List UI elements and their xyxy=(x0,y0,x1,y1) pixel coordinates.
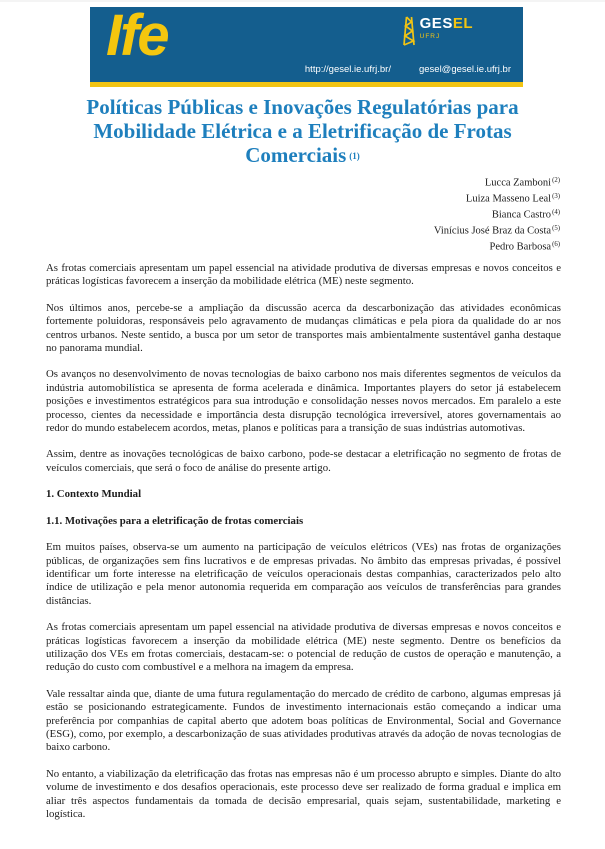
author-row xyxy=(0,190,560,206)
author-name: Vinícius José Braz da Costa xyxy=(433,225,552,237)
title-line: Comerciais (1) xyxy=(245,143,360,167)
title-footnote-marker: (1) xyxy=(349,151,360,161)
article-body xyxy=(46,262,561,821)
header-banner xyxy=(90,3,523,87)
title-line: Mobilidade Elétrica e a Eletrificação de Frotas xyxy=(93,119,512,143)
gesel-name: GESEL xyxy=(419,15,473,32)
author-footnote-marker: (5) xyxy=(552,225,560,232)
author-name: Luiza Masseno Leal xyxy=(465,193,552,205)
author-footnote-marker: (3) xyxy=(552,193,560,200)
content-block: As frotas comerciais apresentam um papel essencial na atividade produtiva de diversas empresas e novos conceitos e práticas logísticas favorecem a inserção da mobilidade elétrica (ME) neste segmento. Dentre os benefícios da utilização dos VEs em frotas comerciais, destacam-se: o potencial de redução de custos de operação e manutenção, a redução do custo com combustível e a melhora na imagem da empresa. xyxy=(46,621,561,674)
header-links xyxy=(305,64,511,75)
authors-list xyxy=(0,174,560,254)
author-row xyxy=(0,238,560,254)
content-block: As frotas comerciais apresentam um papel essencial na atividade produtiva de diversas empresas e novos conceitos e práticas logísticas favorecem a inserção da mobilidade elétrica (ME) neste segmento. xyxy=(46,262,561,288)
content-block: Assim, dentre as inovações tecnológicas de baixo carbono, pode-se destacar a eletrificação no segmento de frotas de veículos comerciais, que será o foco de análise do presente artigo. xyxy=(46,448,561,474)
website-link[interactable]: http://gesel.ie.ufrj.br/ xyxy=(304,64,391,75)
author-footnote-marker: (6) xyxy=(552,241,560,248)
transmission-tower-icon xyxy=(402,16,416,51)
author-row xyxy=(0,206,560,222)
title-line: Políticas Públicas e Inovações Regulatórias para xyxy=(86,95,519,119)
gesel-logo xyxy=(402,16,473,51)
author-name: Bianca Castro xyxy=(491,209,552,221)
gesel-wordmark xyxy=(420,16,473,40)
content-block: Vale ressaltar ainda que, diante de uma futura regulamentação do mercado de crédito de carbono, algumas empresas já estão se posicionando estrategicamente. Fundos de investimento internacionais estão começando a indicar uma preferência por companhias de capital aberto que adotem boas políticas de Environmental, Social and Governance (ESG), como, por exemplo, a descarbonização de suas atividades produtivas através da adoção de novas tecnologias de baixo carbono. xyxy=(46,687,561,754)
author-row xyxy=(0,222,560,238)
author-name: Pedro Barbosa xyxy=(489,241,552,253)
page-title xyxy=(0,95,605,168)
content-block: 1.1. Motivações para a eletrificação de frotas comerciais xyxy=(46,514,304,527)
content-block: No entanto, a viabilização da eletrificação das frotas nas empresas não é um processo abrupto e simples. Diante do alto volume de investimento e dos desafios operacionais, este processo deve ser realizado de forma gradual e implica em aliar três aspectos fundamentais da tomada de decisão empresarial, quais sejam, sustentabilidade, marketing e logística. xyxy=(46,767,561,820)
email-link[interactable]: gesel@gesel.ie.ufrj.br xyxy=(418,64,511,75)
author-name: Lucca Zamboni xyxy=(484,177,552,189)
author-footnote-marker: (4) xyxy=(552,209,560,216)
gesel-subtext: UFRJ xyxy=(419,33,441,40)
content-block: Em muitos países, observa-se um aumento na participação de veículos elétricos (VEs) nas frotas de organizações públicas, de organizações sem fins lucrativos e de empresas privadas. No âmbito das empresas privadas, é possível identificar um forte interesse na eletrificação de veículos operacionais destas companhias, caracterizados pelo alto índice de utilização e pela menor autonomia requerida em comparação aos veículos de transferências para grandes distâncias. xyxy=(46,541,561,607)
author-row xyxy=(0,174,560,190)
content-block: Os avanços no desenvolvimento de novas tecnologias de baixo carbono nos mais diferentes segmentos de veículos da indústria automobilística se apresenta de forma acelerada e dinâmica. Importantes players do setor já estabelecem posições e investimentos estratégicos para sua introdução e consolidação nesses novos mercados. Em paralelo a este processo, cientes da necessidade e importância desta disrupção tecnológica irreversível, atores governamentais ao redor do mundo estabelecem acordos, metas, planos e políticas para a transição de suas indústrias automotivas. xyxy=(46,368,561,435)
ife-logo: Ife xyxy=(106,3,168,68)
content-block: Nos últimos anos, percebe-se a ampliação da discussão acerca da descarbonização das atividades econômicas fortemente poluidoras, responsáveis pelo agravamento de mudanças climáticas e pela piora da qualidade do ar nos centros urbanos. Neste sentido, a busca por um setor de transportes mais ambientalmente sustentável ganha destaque no panorama mundial. xyxy=(46,301,561,355)
content-block: 1. Contexto Mundial xyxy=(46,488,142,501)
author-footnote-marker: (2) xyxy=(552,177,560,184)
